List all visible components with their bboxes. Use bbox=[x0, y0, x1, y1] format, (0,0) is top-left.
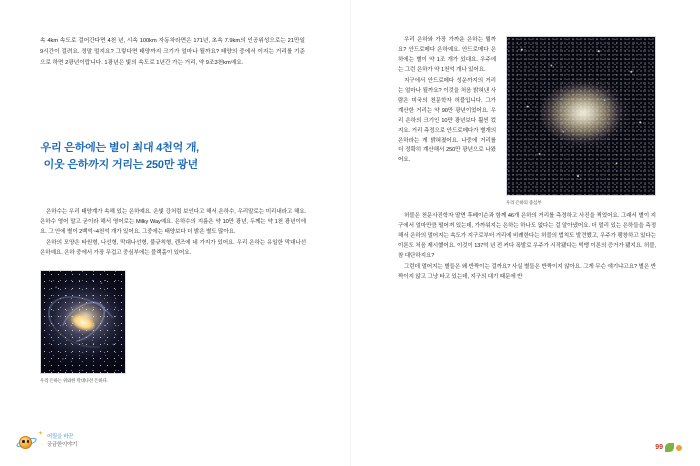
planet-mascot-icon bbox=[18, 430, 44, 452]
right-image-caption: 우리 은하의 중심부 bbox=[506, 200, 542, 205]
right-paragraph-2: 그런데 멀어지는 별들은 왜 반짝이는 걸까요? 사실 별들은 반짝이지 않아요. 그게 무슨 얘기냐고요? 별은 반짝이지 않고 그냥 타고 있는데, 지구의 대기 때문에 반 bbox=[398, 263, 656, 280]
footer-series-line-2: 궁금한이야기 bbox=[47, 442, 78, 448]
right-column-text bbox=[398, 36, 496, 167]
page-number: 99 bbox=[655, 444, 663, 451]
left-image-caption: 우리 은하는 위와한 막대나선 은하다. bbox=[40, 378, 108, 383]
dot-icon bbox=[676, 445, 682, 451]
right-paragraph-1: 허블은 천문사진학자 딸면 후베이슨과 함께 46개 은하의 거리를 측정하고 사진을 찍었어요. 그래서 별이 지구에서 얼마만큼 떨어져 있는데, 가까워지는 은하는 하나도 없다는 걸 알아냈어요. 더 멀리 있는 은하들을 측정해서 은하의 멀어지는 속도가 지구로부터 거리에 비례한다는 허블의 법칙도 발견했고, 우주가 팽창하고 있다는 이론도 처음 제시했어요. 이것이 137억 년 전 커다 폭발로 우주가 시작됐다는 빅뱅 이론의 증거가 됐지요. 허블, 참 대단하지요? bbox=[398, 213, 656, 259]
star-icon: ✦ bbox=[37, 431, 43, 437]
right-column-paragraph-2: 지구에서 안드로메다 성운까지의 거리는 얼마나 될까요? 이것을 처음 밝혀낸 사람은 미국의 천문학자 허블입니다. 그가 계산한 거리는 약 90만 광년이었어요. 우리 은하의 크기인 10만 광년보다 훨씬 컸지요. 거리 측정으로 안드로메다가 별개의 은하라는 게 밝혀졌어요. 나중에 거리를 더 정확히 계산해서 250만 광년으로 나왔어요. bbox=[398, 77, 496, 164]
headline-line-2: 이웃 은하까지 거리는 250만 광년 bbox=[43, 159, 199, 172]
left-body-text bbox=[40, 208, 306, 260]
spiral-galaxy-image bbox=[40, 270, 126, 374]
right-column-paragraph-1: 우리 은하와 가장 가까운 은하는 뭘까요? 안드로메다 은하예요. 안드로메다 은하에는 별이 약 1조 개가 있대요. 우주에는 그런 은하가 약 1천억 개나 있어요. bbox=[398, 37, 496, 73]
left-lead-paragraph: 속 4km 속도로 걸어간다면 4천 년, 시속 100km 자동차라면은 171년, 초속 7.9km의 인공위성으로는 21만일 9시간이 걸려요. 정말 멀지요? 그렇다면 태양까지 크기가 얼마나 될까요? 태양의 중에서 이지는 거리를 기준으로 하면 2광년이랍니다. 1광년은 빛의 속도로 1년간 가는 거리, 약 9조3천km예요. bbox=[40, 38, 305, 67]
left-paragraph-1: 은하수는 우리 태양계가 속해 있는 은하예요. 은빛 강처럼 보인다고 해서 은하수, 우리말로는 미리내라고 해요. 은하수 영어 말고 굳이라 해서 영어로는 Milky Way예요. 은하수의 지름은 약 10만 광년, 두께는 약 1천 광년이에요. 그 안에 별이 2백억~4천억 개가 있어요. 그중에는 태양보다 더 밝은 별도 많아요. bbox=[40, 209, 306, 235]
headline-line-1: 우리 은하에는 별이 최대 4천억 개, bbox=[40, 142, 200, 154]
mascot-eye-right bbox=[27, 440, 30, 443]
page-folio bbox=[655, 443, 682, 452]
right-page bbox=[350, 0, 700, 466]
section-headline bbox=[39, 140, 321, 174]
nucleus-glow bbox=[541, 84, 621, 142]
left-paragraph-2: 은하의 모양은 타원형, 나선형, 막대나선형, 불규칙형, 렌즈에 네 가지가 있어요. 우리 은하는 유일한 막대나선 은하예요. 은하 중에서 가장 무겁고 중심부에는 블랙홀이 있어요. bbox=[40, 239, 306, 256]
leaf-icon bbox=[665, 443, 674, 452]
planet-body bbox=[19, 436, 32, 449]
galaxy-core-photo bbox=[506, 36, 656, 196]
footer-series-line-1: 어릴을 바꾼 bbox=[47, 433, 74, 440]
footer-branding bbox=[18, 430, 77, 452]
mascot-eye-left bbox=[22, 440, 25, 443]
footer-series-text bbox=[47, 433, 77, 449]
right-body-text bbox=[398, 212, 656, 284]
